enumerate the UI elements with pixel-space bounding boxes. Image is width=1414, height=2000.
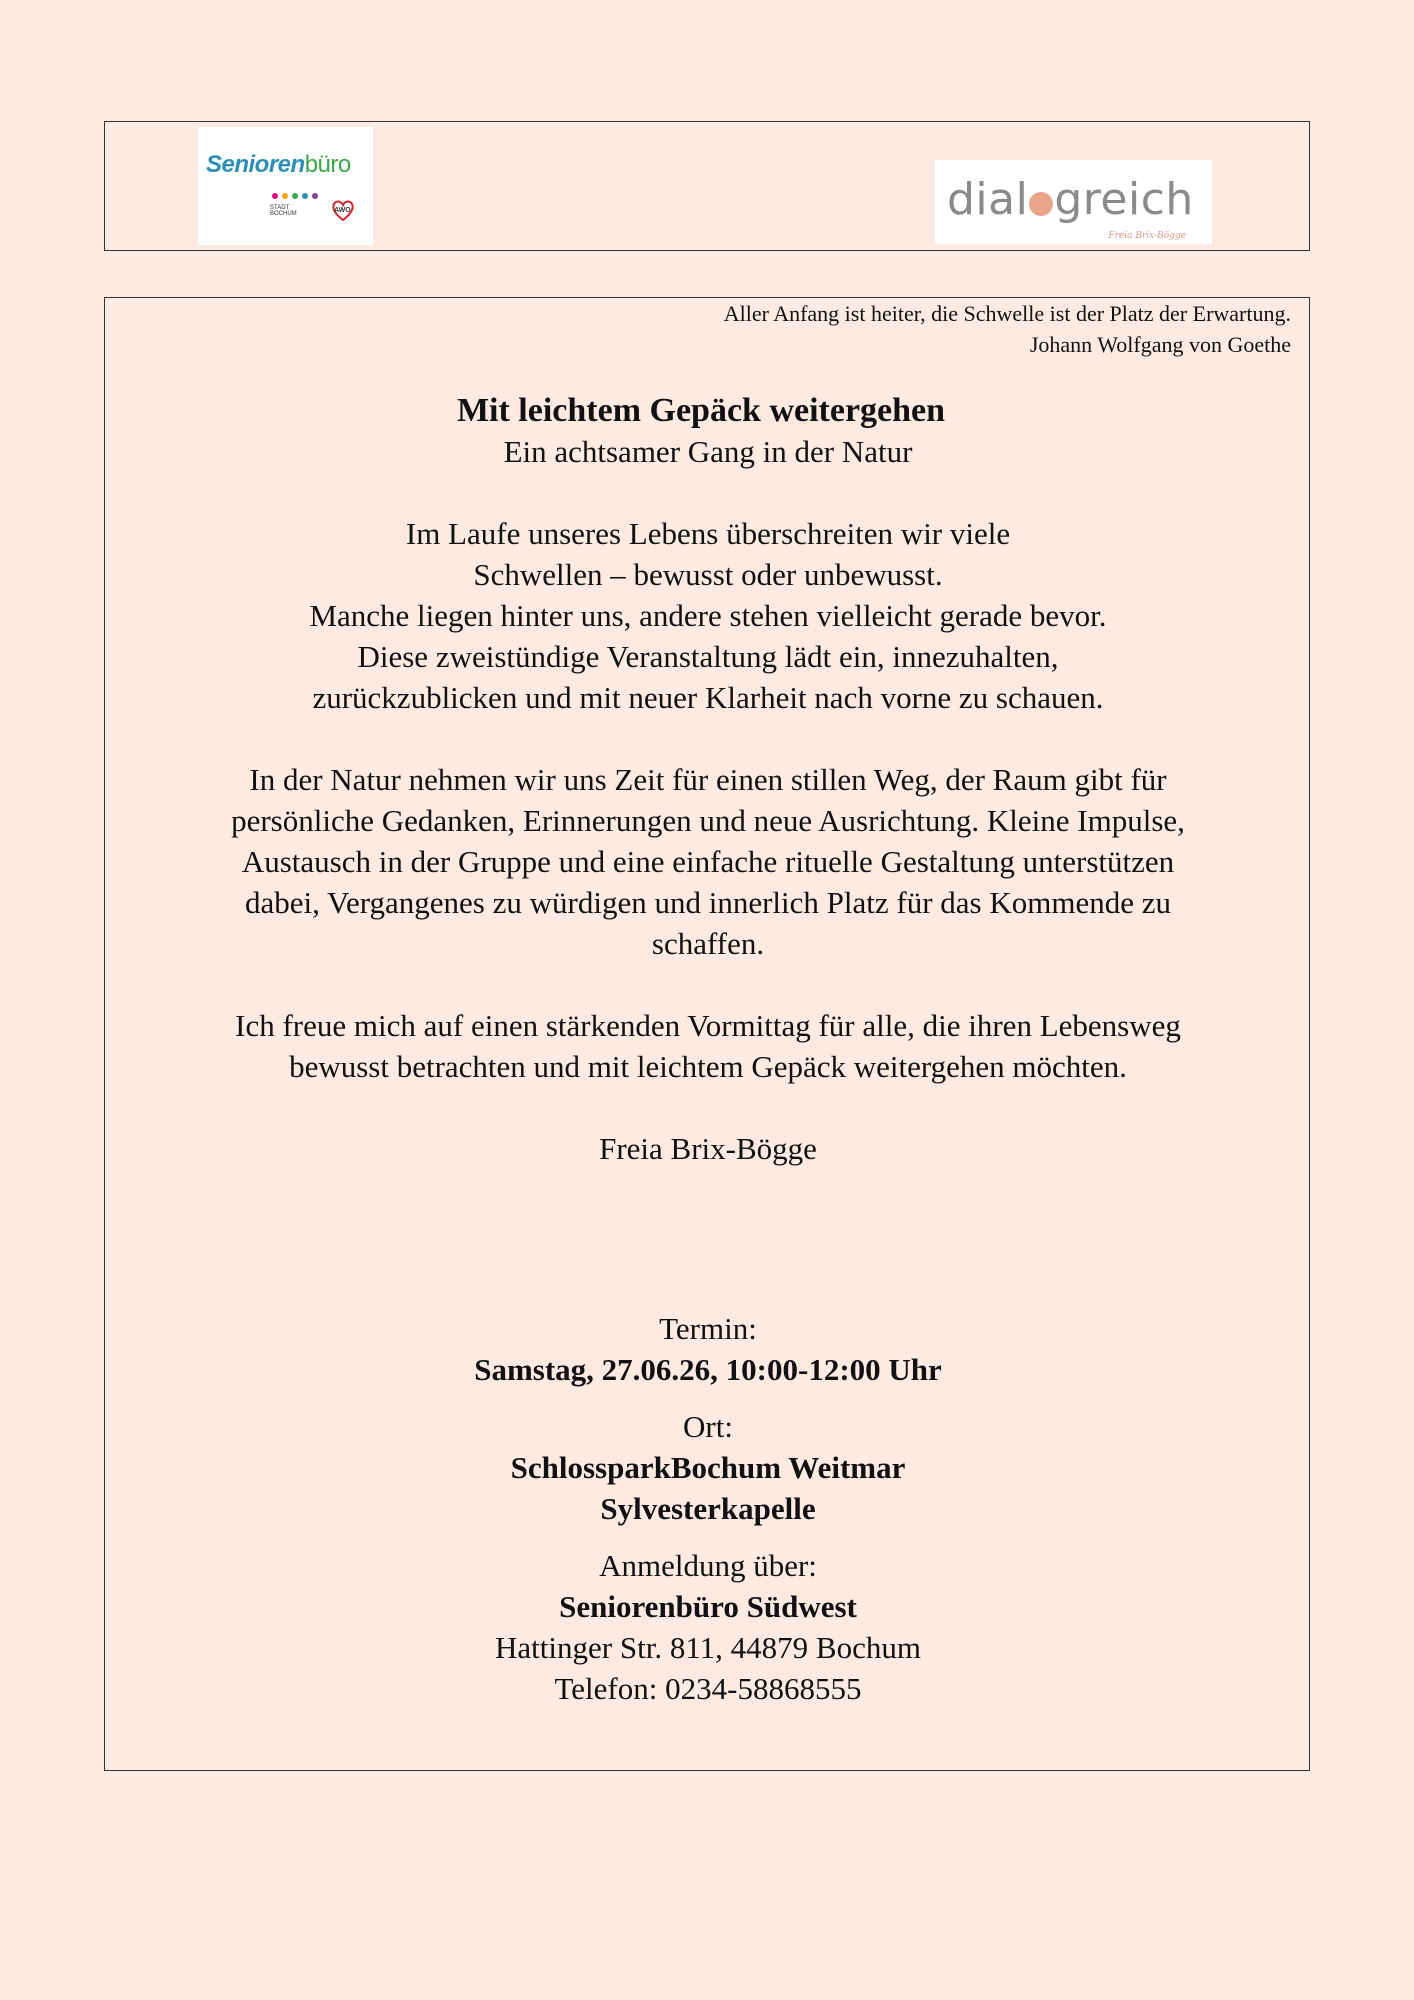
stadt-bochum-label: STADT BOCHUM	[270, 205, 297, 217]
paragraph-line: bewusst betrachten und mit leichtem Gepäck weitergehen möchten.	[289, 1049, 1127, 1084]
main-content	[105, 390, 1311, 1709]
paragraph-line: Diese zweistündige Veranstaltung lädt ein, innezuhalten,	[357, 639, 1059, 674]
paragraph-line: Austausch in der Gruppe und eine einfache rituelle Gestaltung unterstützen	[241, 844, 1175, 879]
signature: Freia Brix-Bögge	[599, 1131, 817, 1166]
paragraph-line: persönliche Gedanken, Erinnerungen und neue Ausrichtung. Kleine Impulse,	[231, 803, 1185, 838]
termin-label: Termin:	[659, 1311, 757, 1346]
logo-dot	[282, 193, 288, 199]
seniorenbuero-word-suffix: büro	[304, 151, 351, 178]
paragraph-line: Manche liegen hinter uns, andere stehen vielleicht gerade bevor.	[309, 598, 1107, 633]
page-subtitle: Ein achtsamer Gang in der Natur	[503, 434, 913, 469]
ort-label: Ort:	[683, 1409, 733, 1444]
anmeldung-section	[105, 1545, 1311, 1709]
header-box	[104, 121, 1310, 251]
dialogreich-subline: Freia Brix-Bögge	[1108, 231, 1186, 241]
content-box	[104, 297, 1310, 1771]
logo-dot	[302, 193, 308, 199]
paragraph-line: zurückzublicken und mit neuer Klarheit nach vorne zu schauen.	[312, 680, 1104, 715]
logo-dot	[272, 193, 278, 199]
seniorenbuero-word-main: Senioren	[206, 151, 305, 178]
termin-section	[105, 1308, 1311, 1390]
nature-paragraph	[105, 759, 1311, 964]
paragraph-line: Ich freue mich auf einen stärkenden Vormittag für alle, die ihren Lebensweg	[235, 1008, 1181, 1043]
awo-label: AWO	[334, 207, 351, 214]
dialogreich-logo-icon	[935, 160, 1212, 244]
quote-author: Johann Wolfgang von Goethe	[1029, 332, 1291, 357]
dialogreich-word-after: greich	[1054, 174, 1194, 225]
dialogreich-o-icon	[1029, 192, 1053, 216]
paragraph-line: In der Natur nehmen wir uns Zeit für einen stillen Weg, der Raum gibt für	[249, 762, 1167, 797]
paragraph-line: dabei, Vergangenes zu würdigen und innerlich Platz für das Kommende zu	[244, 885, 1171, 920]
anmeldung-label: Anmeldung über:	[599, 1548, 817, 1583]
intro-paragraph	[105, 513, 1311, 718]
seniorenbuero-wordmark	[206, 151, 351, 179]
page-title: Mit leichtem Gepäck weitergehen	[456, 392, 946, 429]
anmeldung-phone: Telefon: 0234-58868555	[554, 1671, 862, 1706]
dialogreich-wordmark	[947, 174, 1194, 225]
goethe-quote	[724, 298, 1291, 360]
anmeldung-address: Hattinger Str. 811, 44879 Bochum	[495, 1630, 921, 1665]
seniorenbuero-logo-icon	[198, 127, 373, 245]
closing-paragraph	[105, 1005, 1311, 1087]
paragraph-line: schaffen.	[651, 926, 765, 961]
anmeldung-name: Seniorenbüro Südwest	[559, 1589, 857, 1624]
paragraph-line: Im Laufe unseres Lebens überschreiten wir viele	[405, 516, 1011, 551]
termin-value: Samstag, 27.06.26, 10:00-12:00 Uhr	[474, 1352, 942, 1387]
logo-dots	[272, 193, 318, 199]
logo-dot	[292, 193, 298, 199]
paragraph-line: Schwellen – bewusst oder unbewusst.	[473, 557, 943, 592]
ort-section	[105, 1406, 1311, 1529]
ort-line2: Sylvesterkapelle	[600, 1491, 816, 1526]
quote-text: Aller Anfang ist heiter, die Schwelle ist der Platz der Erwartung.	[723, 301, 1291, 326]
dialogreich-word-before: dial	[947, 174, 1029, 225]
logo-dot	[312, 193, 318, 199]
ort-line1: SchlossparkBochum Weitmar	[510, 1450, 906, 1485]
